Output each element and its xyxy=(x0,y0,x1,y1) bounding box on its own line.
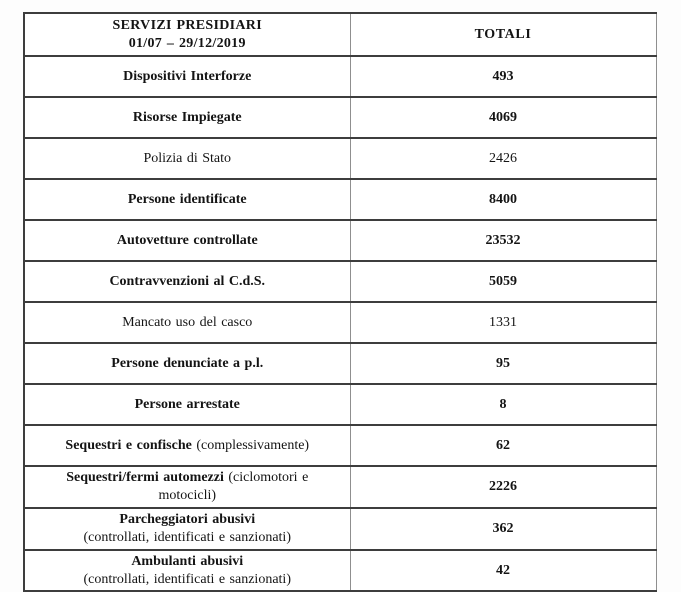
table-row xyxy=(24,261,656,302)
table-row xyxy=(24,384,656,425)
row-label: Sequestri e confische (complessivamente) xyxy=(24,425,350,466)
table-row xyxy=(24,138,656,179)
row-label-note: (controllati, identificati e sanzionati) xyxy=(83,529,291,545)
table-row xyxy=(24,425,656,466)
row-value: 5059 xyxy=(350,261,656,302)
row-label: Persone denunciate a p.l. xyxy=(24,343,350,384)
table-row xyxy=(24,508,656,550)
table-row xyxy=(24,550,656,592)
row-value: 8400 xyxy=(350,179,656,220)
row-value: 493 xyxy=(350,56,656,97)
row-label-note: (complessivamente) xyxy=(196,437,310,453)
row-label: Ambulanti abusivi (controllati, identificati e sanzionati) xyxy=(24,550,350,592)
row-label: Persone arrestate xyxy=(24,384,350,425)
table-row xyxy=(24,97,656,138)
row-label: Dispositivi Interforze xyxy=(24,56,350,97)
row-label-note: (ciclomotori e motocicli) xyxy=(158,470,309,503)
header-services-cell xyxy=(24,13,350,56)
table-row xyxy=(24,466,656,508)
row-label: Polizia di Stato xyxy=(24,138,350,179)
table-row xyxy=(24,302,656,343)
services-totals-table xyxy=(23,12,657,592)
header-date-range: 01/07 – 29/12/2019 xyxy=(128,35,246,51)
row-value: 2426 xyxy=(350,138,656,179)
row-value: 362 xyxy=(350,508,656,550)
table-row xyxy=(24,179,656,220)
table-row xyxy=(24,343,656,384)
row-label-note: (controllati, identificati e sanzionati) xyxy=(83,571,291,587)
table-header-row xyxy=(24,13,656,56)
row-value: 2226 xyxy=(350,466,656,508)
row-value: 95 xyxy=(350,343,656,384)
row-label: Parcheggiatori abusivi (controllati, identificati e sanzionati) xyxy=(24,508,350,550)
row-label: Mancato uso del casco xyxy=(24,302,350,343)
row-label: Sequestri/fermi automezzi (ciclomotori e motocicli) xyxy=(24,466,350,508)
row-value: 4069 xyxy=(350,97,656,138)
row-label: Autovetture controllate xyxy=(24,220,350,261)
row-value: 8 xyxy=(350,384,656,425)
row-value: 62 xyxy=(350,425,656,466)
row-label: Contravvenzioni al C.d.S. xyxy=(24,261,350,302)
row-label: Persone identificate xyxy=(24,179,350,220)
row-label: Risorse Impiegate xyxy=(24,97,350,138)
row-value: 23532 xyxy=(350,220,656,261)
row-value: 42 xyxy=(350,550,656,592)
row-value: 1331 xyxy=(350,302,656,343)
header-title-line1: SERVIZI PRESIDIARI xyxy=(112,17,262,33)
table-row xyxy=(24,56,656,97)
header-totals-cell xyxy=(350,13,656,56)
table-row xyxy=(24,220,656,261)
header-totals-label: TOTALI xyxy=(474,26,532,42)
